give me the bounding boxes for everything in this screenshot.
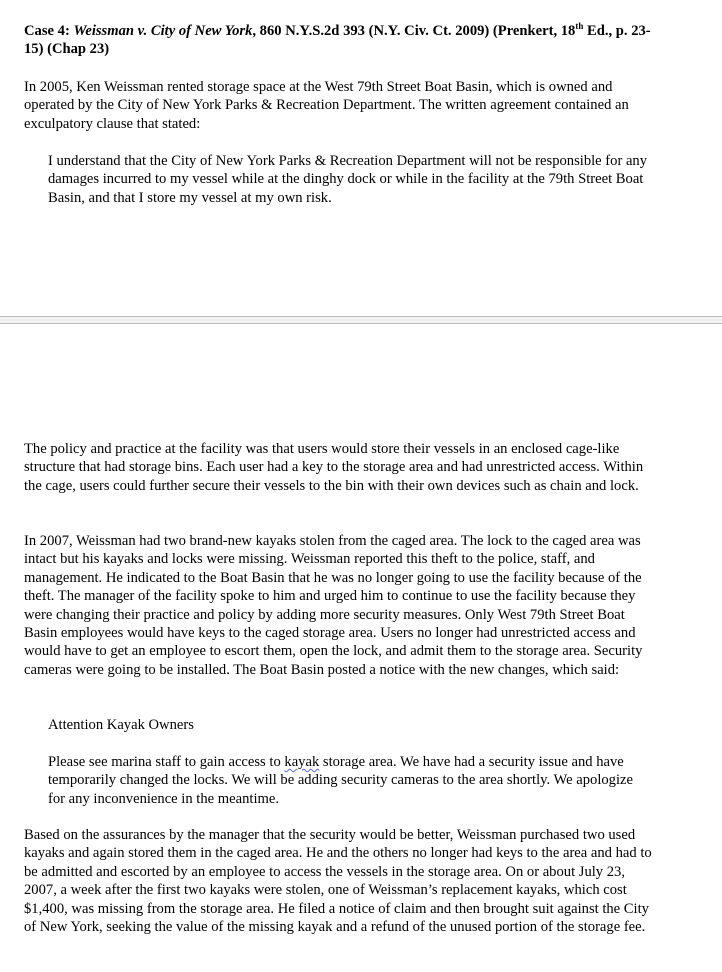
case-heading [24,22,654,59]
notice-body-end: storage area. We have had a security issue and have temporarily changed the locks. We will be adding security cameras to the area shortly. We apologize for any inconvenience in the meantime. [48,754,633,807]
facility-policy-paragraph: The policy and practice at the facility was that users would store their vessels in an enclosed cage-like structure that had storage bins. Each user had a key to the storage area and had unrestricted access. Within the cage, users could further secure their vessels to the bin with their own devices such as chain and lock. [24,441,644,494]
notice-title: Attention Kayak Owners [48,717,194,733]
edition-superscript: th [575,21,584,32]
exculpatory-clause-quote: I understand that the City of New York Parks & Recreation Department will not be responsible for any damages incurred to my vessel while at the dinghy dock or while in the facility at the 79th Street Boat Basin, and that I store my vessel at my own risk. [48,153,648,206]
replacement-kayak-paragraph: Based on the assurances by the manager that the security would be better, Weissman purchased two used kayaks and again stored them in the caged area. He and the others no longer had keys to the area and had to be admitted and escorted by an employee to access the vessels in the storage area. On or about July 23, 2007, a week after the first two kayaks were stolen, one of Weissman’s replacement kayaks, which cost $1,400, was missing from the storage area. He filed a notice of claim and then brought suit against the City of New York, seeking the value of the missing kayak and a refund of the unused portion of the storage fee. [24,827,652,936]
case-citation-end: Ed., p. 23-15) (Chap 23) [24,23,651,58]
document-page-1 [0,0,722,316]
spellcheck-flagged-word[interactable]: kayak [284,754,320,770]
document-page-2 [0,324,722,972]
page-break [0,316,722,324]
intro-paragraph: In 2005, Ken Weissman rented storage space at the West 79th Street Boat Basin, which is owned and operated by the City of New York Parks & Recreation Department. The written agreement contained an exculpatory clause that stated: [24,79,629,132]
case-label: Case 4: [24,23,74,39]
case-citation: , 860 N.Y.S.2d 393 (N.Y. Civ. Ct. 2009) (Prenkert, 18 [252,23,576,39]
notice-body [48,753,652,808]
case-name: Weissman v. City of New York [73,23,253,39]
notice-body-start: Please see marina staff to gain access to [48,754,285,770]
theft-paragraph: In 2007, Weissman had two brand-new kayaks stolen from the caged area. The lock to the caged area was intact but his kayaks and locks were missing. Weissman reported this theft to the police, staff, and management. He indicated to the Boat Basin that he was no longer going to use the facility because of the theft. The manager of the facility spoke to him and urged him to continue to use the facility because they were changing their practice and policy by adding more security measures. Only West 79th Street Boat Basin employees would have keys to the caged storage area. Users no longer had unrestricted access and would have to get an employee to escort them, open the lock, and admit them to the storage area. Security cameras were going to be installed. The Boat Basin posted a notice with the new changes, which said: [24,533,643,678]
